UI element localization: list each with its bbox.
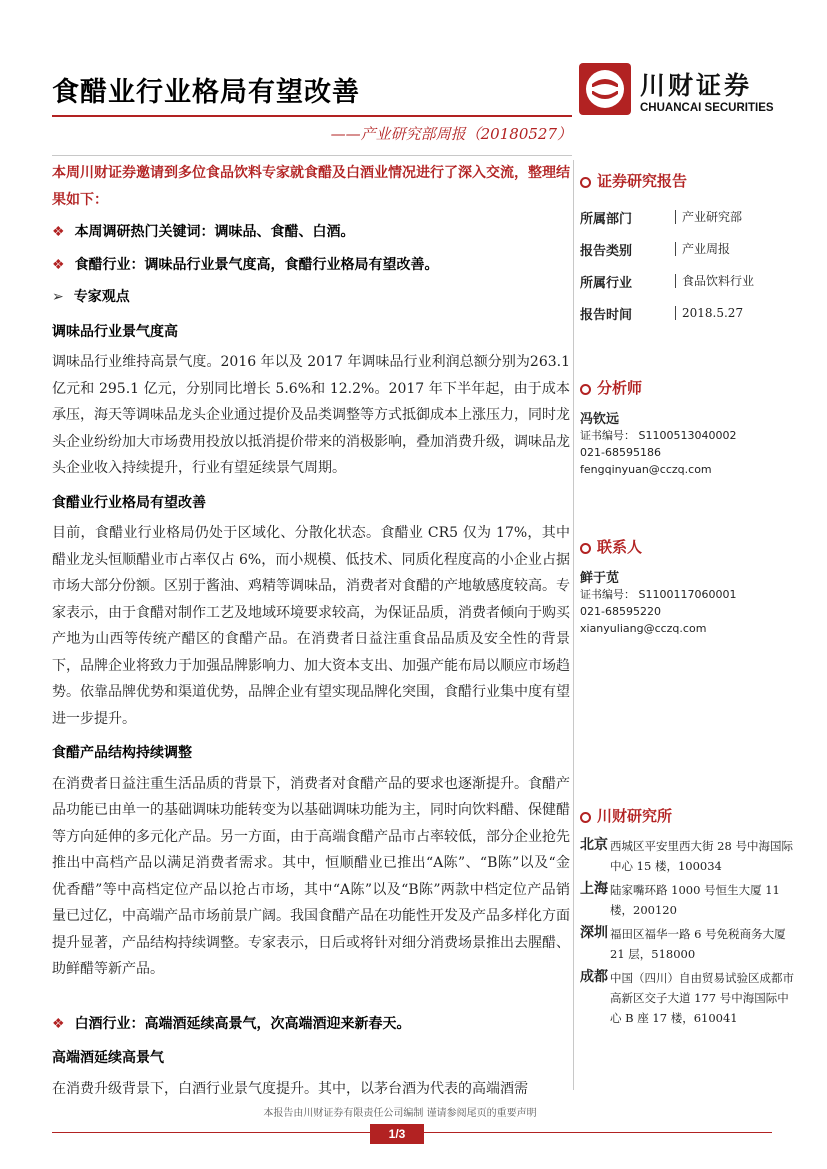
section-heading: 调味品行业景气度高 (52, 323, 178, 340)
page-title: 食醋业行业格局有望改善 (52, 77, 360, 108)
paragraph: 在消费者日益注重生活品质的背景下，消费者对食醋产品的要求也逐渐提升。食醋产品功能已由单一的基础调味功能转变为以基础调味功能为主，同时向饮料醋、保健醋等方向延伸的多元化产品。另一方面，由于高端食醋产品市占率较低，部分企业抢先推出中高档产品以满足消费者需求。其中，恒顺醋业已推出“A陈”、“B陈”以及“金优香醋”等中高档定位产品以抢占市场，其中“A陈”以及“B陈”两款中档定位产品销量已过亿，中高端产品市场前景广阔。我国食醋产品在功能性开发及产品多样化方面提升显著，产品结构持续调整。专家表示，日后或将针对细分消费场景推出去腥醋、助鲜醋等新产品。 (52, 775, 570, 977)
office-address: 西城区平安里西大街 28 号中海国际中心 15 楼，100034 (610, 839, 793, 873)
analyst-phone: 021-68595186 (580, 446, 661, 459)
office-item (580, 968, 795, 1028)
column-divider (573, 160, 574, 1090)
arrow-bullet-icon: ➢ (52, 289, 64, 305)
circle-icon (580, 543, 591, 554)
bullet-text: 白酒行业：高端酒延续高景气，次高端酒迎来新春天。 (74, 1015, 411, 1032)
bullet-text: 专家观点 (73, 289, 130, 305)
office-item (580, 880, 795, 920)
info-key: 报告类别 (580, 243, 633, 259)
divider (52, 155, 572, 156)
logo-text-en: CHUANCAI SECURITIES (640, 102, 774, 114)
info-row (580, 265, 795, 297)
info-value: 产业研究部 (675, 210, 742, 224)
paragraph: 在消费升级背景下，白酒行业景气度提升。其中，以茅台酒为代表的高端酒需 (52, 1080, 528, 1097)
section-heading: 食醋业行业格局有望改善 (52, 494, 206, 511)
section-heading: 食醋产品结构持续调整 (52, 745, 192, 761)
heading-text: 联系人 (597, 538, 643, 556)
bullet-expert (52, 284, 570, 311)
office-city: 上海 (580, 881, 608, 897)
heading-text: 分析师 (597, 379, 643, 397)
bullet-text: 本周调研热门关键词：调味品、食醋、白酒。 (74, 224, 355, 240)
analyst-cert: 证书编号： S1100513040002 (580, 429, 737, 442)
office-city: 深圳 (580, 925, 608, 941)
diamond-bullet-icon: ❖ (52, 256, 65, 273)
sidebar-heading (580, 805, 795, 826)
contact-email[interactable]: xianyuliang@cczq.com (580, 622, 707, 635)
analyst-email[interactable]: fengqinyuan@cczq.com (580, 463, 712, 476)
page-number: 1/3 (370, 1124, 424, 1144)
info-key: 所属行业 (580, 275, 633, 291)
office-address: 陆家嘴环路 1000 号恒生大厦 11 楼，200120 (610, 883, 780, 917)
contact-cert: 证书编号： S1100117060001 (580, 588, 737, 601)
company-logo (578, 62, 778, 122)
report-subtitle: ——产业研究部周报（20180527） (330, 125, 572, 143)
diamond-bullet-icon: ❖ (52, 224, 65, 240)
header-divider (52, 115, 572, 117)
sidebar (580, 170, 795, 1032)
info-value: 产业周报 (675, 242, 730, 256)
footer-disclaimer: 本报告由川财证券有限责任公司编制 谨请参阅尾页的重要声明 (263, 1108, 537, 1119)
intro-text: 本周川财证券邀请到多位食品饮料专家就食醋及白酒业情况进行了深入交流，整理结果如下： (52, 165, 570, 208)
heading-text: 川财研究所 (597, 807, 673, 825)
contact-name: 鲜于苋 (580, 571, 620, 586)
bullet-keywords (52, 219, 570, 246)
info-value: 2018.5.27 (675, 306, 743, 320)
diamond-bullet-icon: ❖ (52, 1015, 65, 1032)
info-row (580, 233, 795, 265)
circle-icon (580, 384, 591, 395)
sidebar-heading (580, 170, 795, 191)
office-address: 中国（四川）自由贸易试验区成都市高新区交子大道 177 号中海国际中心 B 座 17 楼，610041 (610, 971, 794, 1025)
logo-text-cn: 川财证券 (640, 71, 753, 100)
office-address: 福田区福华一路 6 号免税商务大厦 21 层，518000 (610, 927, 786, 961)
paragraph: 目前，食醋业行业格局仍处于区域化、分散化状态。食醋业 CR5 仅为 17%，其中醋业龙头恒顺醋业市占率仅占 6%，而小规模、低技术、同质化程度高的小企业占据市场大部分份额。区别于酱油、鸡精等调味品，消费者对食醋的产地敏感度较高。专家表示，由于食醋对制作工艺及地域环境要求较高，为保证品质，消费者倾向于购买产地为山西等传统产醋区的食醋产品。在消费者日益注重食品品质及安全性的背景下，品牌企业将致力于加强品牌影响力、加大资本支出、加强产能布局以顺应市场趋势。依靠品牌优势和渠道优势，品牌企业有望实现品牌化突围，食醋行业集中度有望进一步提升。 (52, 525, 570, 727)
main-content (52, 160, 570, 1102)
circle-icon (580, 812, 591, 823)
office-city: 成都 (580, 969, 608, 985)
office-item (580, 836, 795, 876)
section-heading: 高端酒延续高景气 (52, 1050, 164, 1066)
bullet-vinegar (52, 252, 570, 279)
info-row (580, 297, 795, 329)
heading-text: 证券研究报告 (597, 172, 688, 190)
sidebar-heading (580, 377, 795, 398)
bullet-baijiu (52, 1011, 570, 1038)
info-key: 所属部门 (580, 211, 633, 227)
sidebar-heading (580, 536, 795, 557)
info-key: 报告时间 (580, 307, 633, 323)
bullet-text: 食醋行业：调味品行业景气度高，食醋行业格局有望改善。 (74, 256, 439, 273)
office-item (580, 924, 795, 964)
info-value: 食品饮料行业 (675, 274, 754, 288)
contact-phone: 021-68595220 (580, 605, 661, 618)
office-city: 北京 (580, 837, 608, 853)
paragraph: 调味品行业维持高景气度。2016 年以及 2017 年调味品行业利润总额分别为263.1 亿元和 295.1 亿元，分别同比增长 5.6%和 12.2%。2017 年下半年起，由于成本承压，海天等调味品龙头企业通过提价及品类调整等方式抵御成本上涨压力，同时龙头企业纷纷加大市场费用投放以抵消提价带来的消极影响，叠加消费升级，调味品龙头企业收入持续提升，行业有望延续景气周期。 (52, 354, 570, 476)
logo-mark-icon (578, 62, 632, 116)
info-row (580, 201, 795, 233)
analyst-name: 冯钦远 (580, 412, 620, 427)
circle-icon (580, 177, 591, 188)
